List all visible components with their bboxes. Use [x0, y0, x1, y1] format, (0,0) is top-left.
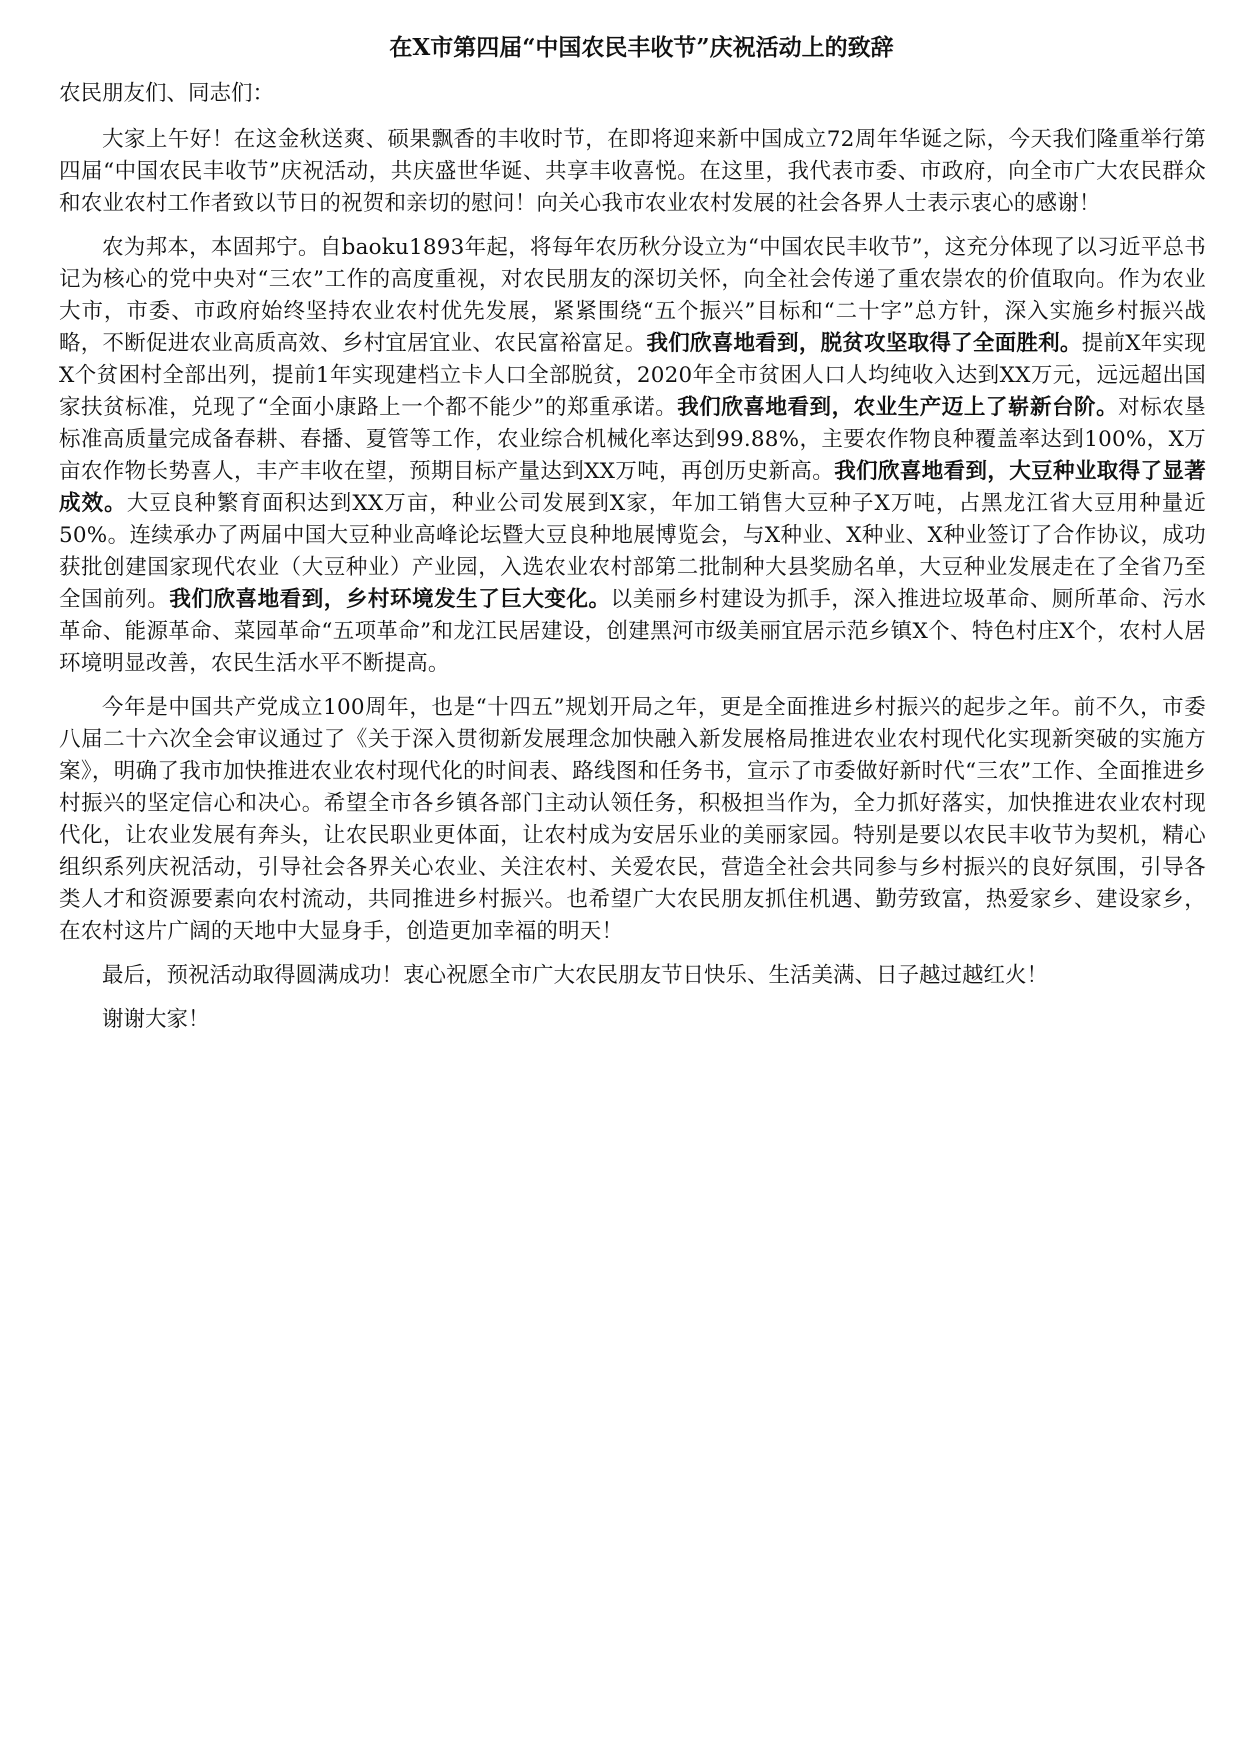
highlight-agricultural-production: 我们欣喜地看到，农业生产迈上了崭新台阶。 [677, 395, 1119, 420]
rural-environment-text: 以美丽乡村建设为抓手，深入推进垃圾革命、厕所革命、污水革命、能源革命、菜园革命“五项革命”和龙江民居建设，创建黑河市级美丽宜居示范乡镇X个、特色村庄X个，农村人居环境明显改善，农民生活水平不断提高。 [59, 587, 1206, 676]
achievements-intro-text: 农为邦本，本固邦宁。自baoku1893年起，将每年农历秋分设立为“中国农民丰收节”，这充分体现了以习近平总书记为核心的党中央对“三农”工作的高度重视，对农民朋友的深切关怀，向全社会传递了重农崇农的价值取向。作为农业大市，市委、市政府始终坚持农业农村优先发展，紧紧围绕“五个振兴”目标和“二十字”总方针，深入实施乡村振兴战略，不断促进农业高质高效、乡村宜居宜业、农民富裕富足。 [59, 235, 1206, 356]
paragraph-achievements [59, 232, 1206, 680]
poverty-alleviation-text: 提前X年实现X个贫困村全部出列，提前1年实现建档立卡人口全部脱贫，2020年全市贫困人口人均纯收入达到XX万元，远远超出国家扶贫标准，兑现了“全面小康路上一个都不能少”的郑重承诺。 [59, 331, 1206, 420]
soybean-seed-industry-text: 大豆良种繁育面积达到XX万亩，种业公司发展到X家，年加工销售大豆种子X万吨，占黑龙江省大豆用种量近50%。连续承办了两届中国大豆种业高峰论坛暨大豆良种地展博览会，与X种业、X种业、X种业签订了合作协议，成功获批创建国家现代农业（大豆种业）产业园，入选农业农村部第二批制种大县奖励名单，大豆种业发展走在了全省乃至全国前列。 [59, 491, 1206, 612]
highlight-poverty-alleviation: 我们欣喜地看到，脱贫攻坚取得了全面胜利。 [646, 331, 1082, 356]
salutation: 农民朋友们、同志们： [59, 81, 275, 106]
paragraph-thanks: 谢谢大家！ [102, 1007, 210, 1032]
highlight-rural-environment: 我们欣喜地看到，乡村环境发生了巨大变化。 [169, 587, 611, 612]
agricultural-production-text: 对标农垦标准高质量完成备春耕、春播、夏管等工作，农业综合机械化率达到99.88%，主要农作物良种覆盖率达到100%，X万亩农作物长势喜人，丰产丰收在望，预期目标产量达到XX万吨，再创历史新高。 [59, 395, 1206, 484]
highlight-soybean-seed-industry: 我们欣喜地看到，大豆种业取得了显著成效。 [59, 459, 1206, 516]
paragraph-greeting: 大家上午好！在这金秋送爽、硕果飘香的丰收时节，在即将迎来新中国成立72周年华诞之际，今天我们隆重举行第四届“中国农民丰收节”庆祝活动，共庆盛世华诞、共享丰收喜悦。在这里，我代表市委、市政府，向全市广大农民群众和农业农村工作者致以节日的祝贺和亲切的慰问！向关心我市农业农村发展的社会各界人士表示衷心的感谢！ [59, 127, 1206, 216]
document-title: 在X市第四届“中国农民丰收节”庆祝活动上的致辞 [389, 34, 894, 61]
paragraph-wishes: 最后，预祝活动取得圆满成功！衷心祝愿全市广大农民朋友节日快乐、生活美满、日子越过越红火！ [102, 963, 1049, 988]
paragraph-outlook: 今年是中国共产党成立100周年，也是“十四五”规划开局之年，更是全面推进乡村振兴的起步之年。前不久，市委八届二十六次全会审议通过了《关于深入贯彻新发展理念加快融入新发展格局推进农业农村现代化实现新突破的实施方案》，明确了我市加快推进农业农村现代化的时间表、路线图和任务书，宣示了市委做好新时代“三农”工作、全面推进乡村振兴的坚定信心和决心。希望全市各乡镇各部门主动认领任务，积极担当作为，全力抓好落实，加快推进农业农村现代化，让农业发展有奔头，让农民职业更体面，让农村成为安居乐业的美丽家园。特别是要以农民丰收节为契机，精心组织系列庆祝活动，引导社会各界关心农业、关注农村、关爱农民，营造全社会共同参与乡村振兴的良好氛围，引导各类人才和资源要素向农村流动，共同推进乡村振兴。也希望广大农民朋友抓住机遇、勤劳致富，热爱家乡、建设家乡，在农村这片广阔的天地中大显身手，创造更加幸福的明天！ [59, 695, 1206, 944]
